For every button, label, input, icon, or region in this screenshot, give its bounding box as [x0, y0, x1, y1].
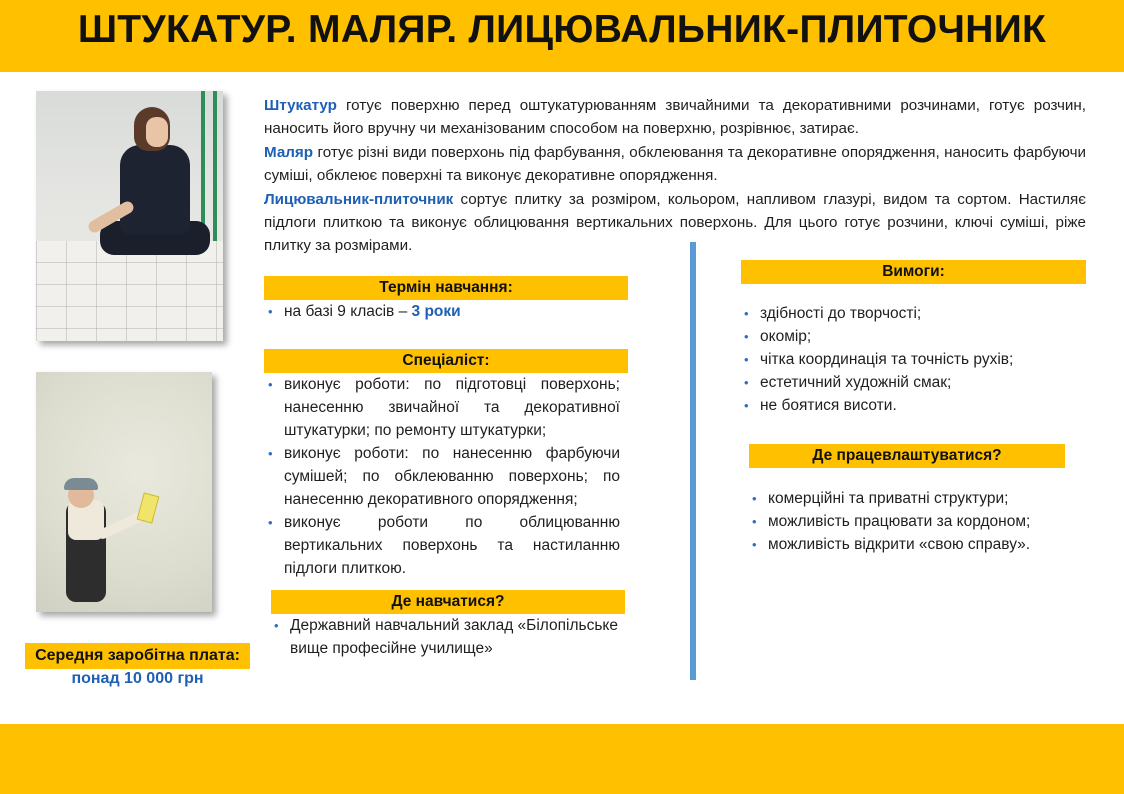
- bullet-icon: •: [752, 491, 757, 506]
- where-to-study-list: [270, 614, 618, 660]
- photo-plasterer-worker: [36, 372, 212, 612]
- bullet-icon: •: [744, 375, 749, 390]
- term-of-study-list: [264, 300, 628, 323]
- list-item: • можливість працювати за кордоном;: [748, 510, 1057, 533]
- list-item: • виконує роботи: по підготовці поверхонь; нанесенню звичайної та декоративної штукатурки; по ремонту штукатурки;: [264, 373, 620, 442]
- bullet-icon: •: [268, 304, 273, 319]
- bullet-icon: •: [752, 514, 757, 529]
- list-item: • здібності до творчості;: [740, 302, 1085, 325]
- bullet-icon: •: [744, 306, 749, 321]
- intro-plasterer: [264, 94, 1086, 141]
- bullet-icon: •: [744, 329, 749, 344]
- salary-value: понад 10 000 грн: [71, 670, 204, 687]
- photo-tiler-worker: [36, 91, 223, 341]
- list-item: • Державний навчальний заклад «Білопільське вище професійне училище»: [270, 614, 618, 660]
- intro-painter-text: готує різні види поверхонь під фарбування, обклеювання та декоративне опорядження, наносить фарбуючи суміші, обклеює поверхні та виконує декоративне опорядження.: [264, 143, 1086, 185]
- list-item: • чітка координація та точність рухів;: [740, 348, 1085, 371]
- bullet-icon: •: [268, 515, 273, 530]
- bullet-icon: •: [744, 352, 749, 367]
- employment-heading: Де працевлаштуватися?: [749, 444, 1065, 468]
- bullet-icon: •: [268, 446, 273, 461]
- term-plasterer: Штукатур: [264, 97, 337, 114]
- list-item: • виконує роботи: по нанесенню фарбуючи сумішей; по обклеюванню поверхонь; по нанесенню декоративного опорядження;: [264, 442, 620, 511]
- bullet-icon: •: [744, 398, 749, 413]
- study-duration: 3 роки: [411, 303, 461, 320]
- intro-plasterer-text: готує поверхню перед оштукатурюванням звичайними та декоративними розчинами, готує розчин, наносить його вручну чи механізованим способом на поверхню, розрівнює, затирає.: [264, 97, 1086, 138]
- page-title: ШТУКАТУР. МАЛЯР. ЛИЦЮВАЛЬНИК-ПЛИТОЧНИК: [77, 8, 1047, 51]
- intro-tiler: [264, 188, 1086, 258]
- list-item: • можливість відкрити «свою справу».: [748, 533, 1057, 556]
- list-item: • окомір;: [740, 325, 1085, 348]
- title-band: [0, 0, 1124, 72]
- term-painter: Маляр: [264, 143, 314, 161]
- employment-list: [748, 487, 1057, 556]
- ladder-graphic: [201, 91, 217, 241]
- list-item: • не боятися висоти.: [740, 394, 1085, 417]
- term-tiler: Лицювальник-плиточник: [264, 190, 454, 208]
- requirements-heading: Вимоги:: [741, 260, 1086, 284]
- where-to-study-heading: Де навчатися?: [271, 590, 625, 614]
- intro-painter: [264, 141, 1086, 188]
- specialist-list: [264, 373, 620, 580]
- specialist-heading: Спеціаліст:: [264, 349, 628, 373]
- column-divider: [690, 242, 696, 680]
- list-item: • естетичний художній смак;: [740, 371, 1085, 394]
- list-item: • комерційні та приватні структури;: [748, 487, 1057, 510]
- intro-tiler-text: сортує плитку за розміром, кольором, напливом глазурі, видом та сортом. Настиляє підлоги плиткою та виконує облицювання вертикальних поверхонь. Для цього готує розчини, ключі суміші, ріже плитку за розмірами.: [264, 190, 1086, 255]
- salary-label: Середня заробітна плата:: [25, 643, 250, 669]
- term-of-study-heading: Термін навчання:: [264, 276, 628, 300]
- list-item: • на базі 9 класів – 3 роки: [264, 300, 628, 323]
- bullet-icon: •: [752, 537, 757, 552]
- bullet-icon: •: [274, 618, 279, 633]
- floor-tiles-graphic: [36, 241, 223, 341]
- intro-paragraph: [264, 94, 1086, 258]
- bullet-icon: •: [268, 377, 273, 392]
- requirements-list: [740, 302, 1085, 417]
- footer-band: [0, 724, 1124, 794]
- list-item: • виконує роботи по облицюванню вертикальних поверхонь та настиланню підлоги плиткою.: [264, 511, 620, 580]
